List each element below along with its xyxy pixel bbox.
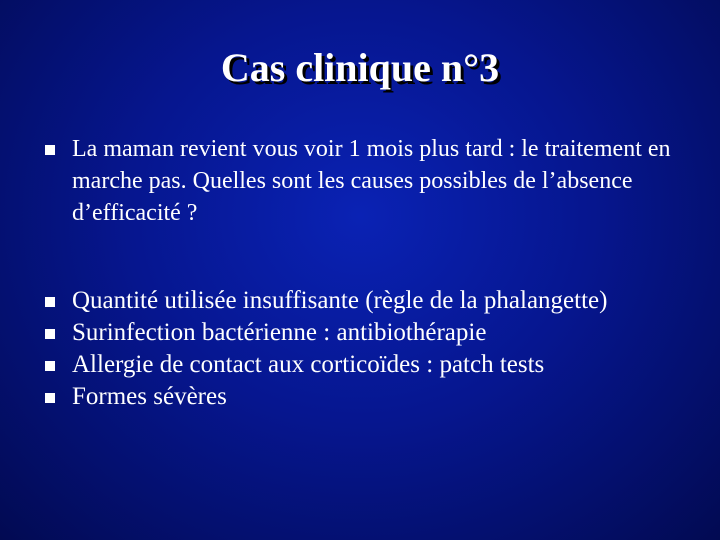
question-item (45, 133, 685, 229)
answer-text: Formes sévères (72, 383, 227, 410)
answer-text: Allergie de contact aux corticoïdes : patch tests (72, 351, 545, 378)
square-bullet-icon (45, 393, 55, 403)
answer-text: Quantité utilisée insuffisante (règle de la phalangette) (72, 287, 608, 314)
square-bullet-icon (45, 145, 55, 155)
list-item (45, 381, 705, 413)
square-bullet-icon (45, 361, 55, 371)
question-text: La maman revient vous voir 1 mois plus tard : le traitement en marche pas. Quelles sont les causes possibles de l’absence d’efficacité ? (72, 136, 671, 226)
list-item (45, 317, 705, 349)
list-item (45, 349, 705, 381)
square-bullet-icon (45, 297, 55, 307)
square-bullet-icon (45, 329, 55, 339)
answer-text: Surinfection bactérienne : antibiothérapie (72, 319, 487, 346)
slide-title: Cas clinique n°3 (220, 45, 500, 90)
list-item (45, 285, 705, 317)
answer-list (45, 285, 705, 413)
